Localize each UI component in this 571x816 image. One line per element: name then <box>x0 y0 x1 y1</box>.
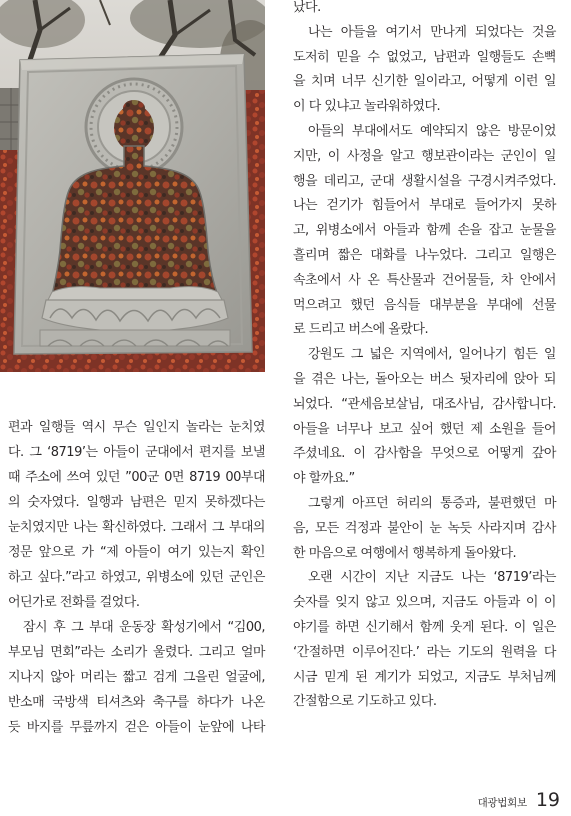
text-line: 을 겪은 나는, 돌아오는 버스 뒷자리에 앉아 되 <box>293 371 556 387</box>
text-line: 정문 앞으로 가 “제 아들이 여기 있는지 확인 <box>8 545 265 560</box>
text-line: 아들의 부대에서도 예약되지 않은 방문이었 <box>308 123 556 139</box>
text-line: 듯 바지를 무릎까지 걷은 아들이 눈앞에 나타 <box>8 720 265 735</box>
text-line: 반소매 국방색 티셔츠와 축구를 하다가 나온 <box>8 695 265 710</box>
text-line: 고, 위병소에서 아들과 함께 손을 잡고 눈물을 <box>293 223 556 239</box>
text-line: 아들을 너무나 보고 싶어 했던 제 소원을 들어 <box>293 421 556 437</box>
stone-buddha-relief-photo <box>0 0 265 372</box>
text-line: 지만, 이 사정을 알고 행보관이라는 군인이 일 <box>293 148 556 164</box>
text-line: ‘간절하면 이루어진다.’ 라는 기도의 원력을 다 <box>293 644 556 660</box>
page-number: 19 <box>535 789 560 811</box>
text-line: 하고 싶다.”라고 하였고, 위병소에 있던 군인은 <box>8 570 265 585</box>
text-line: 편과 일행들 역시 무슨 일인지 놀라는 눈치였 <box>8 420 265 435</box>
text-line: 오랜 시간이 지난 지금도 나는 ‘8719’라는 <box>308 570 556 586</box>
text-line: 때 주소에 쓰여 있던 ”00군 0면 8719 00부대 <box>8 470 265 485</box>
text-line: 부모님 면회”라는 소리가 울렸다. 그리고 얼마 <box>8 645 265 660</box>
text-line: 로 드리고 버스에 올랐다. <box>293 322 429 338</box>
text-line: 숫자를 잊지 않고 있으며, 지금도 아들과 이 이 <box>293 595 556 611</box>
text-line: 한 마음으로 여행에서 행복하게 돌아왔다. <box>293 545 517 561</box>
page-footer <box>478 789 560 811</box>
text-line: 시금 믿게 된 계기가 되었고, 지금도 부처님께 <box>293 669 556 685</box>
text-line: 간절함으로 기도하고 있다. <box>293 694 437 710</box>
text-line: 나는 아들을 여기서 만나게 되었다는 것을 <box>308 24 556 40</box>
text-line: 나는 걷기가 힘들어서 부대로 들어가지 못하 <box>293 198 556 214</box>
text-line: 먹으려고 했던 음식들 대부분을 부대에 선물 <box>293 297 556 313</box>
lotus-pedestal <box>40 287 230 346</box>
text-line: 지나지 않아 머리는 짧고 검게 그을린 얼굴에, <box>8 670 265 685</box>
text-line: 음, 모든 걱정과 불안이 눈 녹듯 사라지며 감사 <box>293 520 556 536</box>
text-line: 다. 그 ‘8719’는 아들이 군대에서 편지를 보낼 <box>8 445 265 460</box>
text-line: 그렇게 아프던 허리의 통증과, 불편했던 마 <box>308 495 556 511</box>
text-line: 눈치였지만 나는 확신하였다. 그래서 그 부대의 <box>8 520 265 535</box>
text-line: 도저히 믿을 수 없었고, 남편과 일행들도 손뼉 <box>293 49 556 65</box>
text-line: 속초에서 사 온 특산물과 건어물들, 차 안에서 <box>293 272 556 288</box>
article-left-column <box>8 415 265 740</box>
text-line: 뇌었다. “관세음보살님, 대조사님, 감사합니다. <box>293 396 556 412</box>
text-line: 을 치며 너무 신기한 일이라고, 어떻게 이런 일 <box>293 74 556 90</box>
text-line: 났다. <box>293 0 321 15</box>
text-line: 의 숫자였다. 일행과 남편은 믿지 못하겠다는 <box>8 495 265 510</box>
text-line: 흘리며 짧은 대화를 나누었다. 그리고 일행은 <box>293 247 556 263</box>
text-line: 잠시 후 그 부대 운동장 확성기에서 “김00, <box>23 620 265 635</box>
text-line: 강원도 그 넓은 지역에서, 일어나기 힘든 일 <box>308 347 556 363</box>
text-line: 행을 데리고, 군대 생활시설을 구경시켜주었다. <box>293 173 556 189</box>
text-line: 주셨네요. 이 감사함을 무엇으로 어떻게 갚아 <box>293 446 556 462</box>
article-right-column <box>293 0 556 715</box>
text-line: 야기를 하면 신기해서 함께 웃게 된다. 이 일은 <box>293 619 556 635</box>
text-line: 이 다 있냐고 놀라워하였다. <box>293 99 441 115</box>
text-line: 야 할까요.” <box>293 471 355 487</box>
text-line: 어딘가로 전화를 걸었다. <box>8 595 140 610</box>
publication-name: 대광법회보 <box>477 797 527 809</box>
